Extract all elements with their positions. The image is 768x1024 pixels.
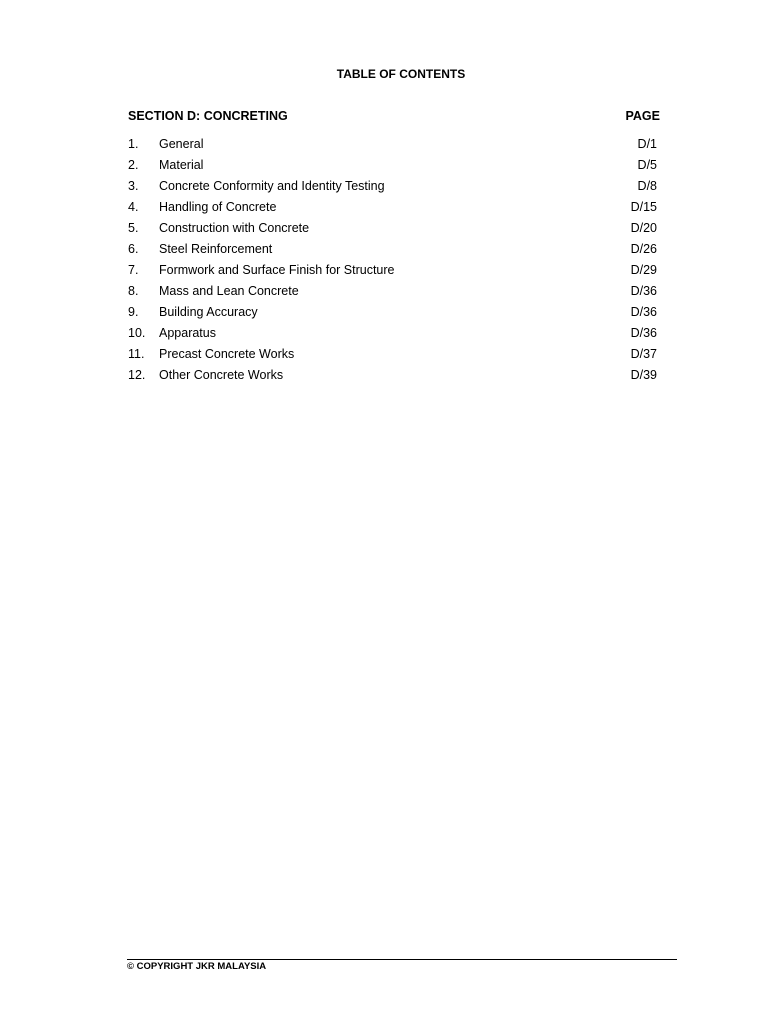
section-label: SECTION D: CONCRETING (128, 109, 288, 123)
toc-entry-number: 12. (128, 368, 146, 382)
toc-entry-page: D/36 (630, 305, 657, 319)
toc-entry-page: D/39 (630, 368, 657, 382)
toc-entry-title: Mass and Lean Concrete (159, 284, 299, 298)
toc-entry-number: 6. (128, 242, 139, 256)
toc-entry-title: Handling of Concrete (159, 200, 277, 214)
toc-entry-page: D/29 (630, 263, 657, 277)
toc-entry-page: D/20 (630, 221, 657, 235)
toc-entry-number: 8. (128, 284, 139, 298)
toc-entry (128, 221, 657, 242)
toc-entry (128, 263, 657, 284)
toc-list (128, 137, 657, 389)
toc-entry-number: 9. (128, 305, 139, 319)
footer-divider (127, 959, 677, 960)
toc-entry-page: D/1 (637, 137, 657, 151)
toc-entry (128, 368, 657, 389)
toc-entry-title: Building Accuracy (159, 305, 258, 319)
toc-entry-title: Formwork and Surface Finish for Structure (159, 263, 395, 277)
toc-entry (128, 347, 657, 368)
toc-entry-title: General (159, 137, 204, 151)
toc-entry-title: Construction with Concrete (159, 221, 310, 235)
toc-entry-number: 5. (128, 221, 139, 235)
toc-entry-title: Material (159, 158, 204, 172)
toc-entry (128, 200, 657, 221)
toc-entry-number: 7. (128, 263, 139, 277)
toc-entry-title: Other Concrete Works (159, 368, 284, 382)
toc-entry-number: 10. (128, 326, 146, 340)
toc-entry-title: Precast Concrete Works (159, 347, 295, 361)
toc-entry-page: D/15 (630, 200, 657, 214)
toc-entry-page: D/36 (630, 326, 657, 340)
toc-entry-page: D/8 (637, 179, 657, 193)
toc-entry-page: D/26 (630, 242, 657, 256)
toc-entry (128, 242, 657, 263)
toc-entry-page: D/5 (637, 158, 657, 172)
toc-entry (128, 284, 657, 305)
toc-entry-number: 3. (128, 179, 139, 193)
footer-copyright: © COPYRIGHT JKR MALAYSIA (127, 961, 267, 972)
toc-entry (128, 179, 657, 200)
toc-entry-number: 1. (128, 137, 139, 151)
toc-entry-title: Steel Reinforcement (159, 242, 273, 256)
toc-entry-page: D/37 (630, 347, 657, 361)
toc-entry-number: 11. (128, 347, 145, 361)
toc-entry-title: Apparatus (159, 326, 216, 340)
page-column-label: PAGE (625, 109, 660, 123)
page-title: TABLE OF CONTENTS (336, 67, 466, 81)
toc-entry-number: 4. (128, 200, 139, 214)
toc-entry-number: 2. (128, 158, 139, 172)
toc-entry (128, 326, 657, 347)
toc-entry (128, 158, 657, 179)
toc-entry (128, 305, 657, 326)
toc-entry-title: Concrete Conformity and Identity Testing (159, 179, 385, 193)
toc-entry-page: D/36 (630, 284, 657, 298)
toc-entry (128, 137, 657, 158)
